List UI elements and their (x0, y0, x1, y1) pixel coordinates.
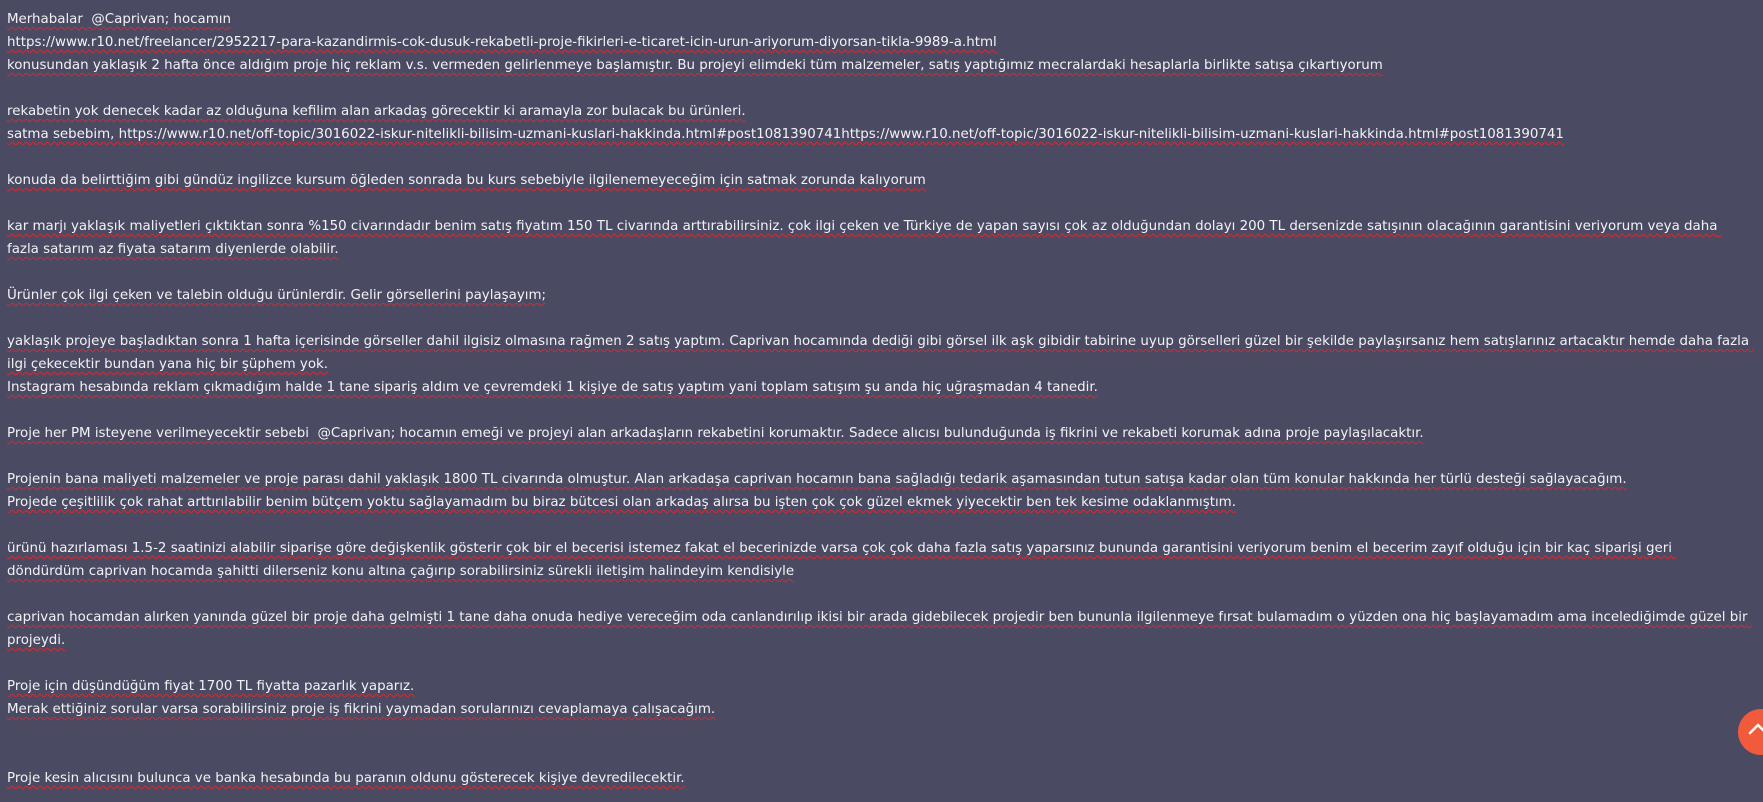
post-text-line: rekabetin yok denecek kadar az olduğuna kefilim alan arkadaş görecektir ki aramayla zor bulacak bu ürünleri. (7, 104, 746, 119)
post-text-line: Projenin bana maliyeti malzemeler ve proje parası dahil yaklaşık 1800 TL civarında olmuştur. Alan arkadaşa caprivan hocamın bana sağladığı tedarik aşamasından tutun satışa kadar olan tüm konular hakkında her türlü desteği sağlayacağım. (7, 472, 1627, 487)
post-text-line: kar marjı yaklaşık maliyetleri çıktıktan sonra %150 civarındadır benim satış fiyatım 150 TL civarında arttırabilirsiniz. çok ilgi çeken ve Türkiye de yapan sayısı çok az olduğundan dolayı 200 TL dersenizde satışının olacağının garantisini veriyorum veya daha fazla satarım az fiyata satarım diyenlerde olabilir. (7, 219, 1722, 257)
post-text-line: satma sebebim, https://www.r10.net/off-topic/3016022-iskur-nitelikli-bilisim-uzmani-kuslari-hakkinda.html#post1081390741https://www.r10.net/off-topic/3016022-iskur-nitelikli-bilisim-uzmani-kuslari-hakkinda.html#post1081390741 (7, 127, 1564, 142)
post-text-line: Proje kesin alıcısını bulunca ve banka hesabında bu paranın oldunu gösterecek kişiye devredilecektir. (7, 771, 685, 786)
blank-line (7, 77, 1752, 100)
post-text-line: Merhabalar @Caprivan; hocamın (7, 12, 231, 27)
blank-line (7, 192, 1752, 215)
blank-line (7, 583, 1752, 606)
blank-line (7, 399, 1752, 422)
blank-line (7, 652, 1752, 675)
post-text-line: https://www.r10.net/freelancer/2952217-para-kazandirmis-cok-dusuk-rekabetli-proje-fikirleri-e-ticaret-icin-urun-ariyorum-diyorsan-tikla-9989-a.html (7, 35, 997, 50)
chevron-up-icon (1747, 722, 1763, 736)
post-text-line: Instagram hesabında reklam çıkmadığım halde 1 tane sipariş aldım ve çevremdeki 1 kişiye de satış yaptım yani toplam satışım şu anda hiç uğraşmadan 4 tanedir. (7, 380, 1098, 395)
post-text-line: konuda da belirttiğim gibi gündüz ingilizce kursum öğleden sonrada bu kurs sebebiyle ilgilenemeyeceğim için satmak zorunda kalıyorum (7, 173, 926, 188)
blank-line (7, 514, 1752, 537)
blank-line (7, 261, 1752, 284)
post-editor[interactable] (7, 8, 1752, 790)
post-text-line: Ürünler çok ilgi çeken ve talebin olduğu ürünlerdir. Gelir görsellerini paylaşayım; (7, 288, 547, 303)
post-text-line: Proje her PM isteyene verilmeyecektir sebebi @Caprivan; hocamın emeği ve projeyi alan arkadaşların rekabetini korumaktır. Sadece alıcısı bulunduğunda iş fikrini ve rekabeti korumak adına proje paylaşılacaktır. (7, 426, 1424, 441)
blank-line (7, 445, 1752, 468)
post-text-line: yaklaşık projeye başladıktan sonra 1 hafta içerisinde görseller dahil ilgisiz olmasına rağmen 2 satış yaptım. Caprivan hocamında dediği gibi görsel ilk aşk gibidir tabirine uyup görselleri güzel bir şekilde paylaşırsanız hem satışlarınız artacaktır hemde daha fazla ilgi çekecektir bundan yana hiç bir şüphem yok. (7, 334, 1754, 372)
post-text-line: ürünü hazırlaması 1.5-2 saatinizi alabilir siparişe göre değişkenlik gösterir çok bir el becerisi istemez fakat el becerinizde varsa çok çok daha fazla satış yaparsınız bununda garantisini veriyorum benim el becerim zayıf olduğu için bir kaç siparişi geri döndürdüm caprivan hocamda şahitti dilerseniz konu altına çağırıp sorabilirsiniz sürekli iletişim halindeyim kendisiyle (7, 541, 1677, 579)
blank-line (7, 721, 1752, 744)
blank-line (7, 146, 1752, 169)
post-text-line: caprivan hocamdan alırken yanında güzel bir proje daha gelmişti 1 tane daha onuda hediye vereceğim oda canlandırılıp ikisi bir arada gidebilecek projedir ben bununla ilgilenmeye fırsat bulamadım o yüzden ona hiç başlayamadım ama incelediğimde güzel bir projeydi. (7, 610, 1752, 648)
post-text-line: Projede çeşitlilik çok rahat arttırılabilir benim bütçem yoktu sağlayamadım bu biraz bütcesi olan arkadaş alırsa bu işten çok çok güzel ekmek yiyecektir ben tek kesime odaklanmıştım. (7, 495, 1236, 510)
blank-line (7, 307, 1752, 330)
blank-line (7, 744, 1752, 767)
post-text-line: konusundan yaklaşık 2 hafta önce aldığım proje hiç reklam v.s. vermeden gelirlenmeye başlamıştır. Bu projeyi elimdeki tüm malzemeler, satış yaptığımız mecralardaki hesaplarla birlikte satışa çıkartıyorum (7, 58, 1383, 73)
post-text-line: Merak ettiğiniz sorular varsa sorabilirsiniz proje iş fikrini yaymadan sorularınızı cevaplamaya çalışacağım. (7, 702, 716, 717)
post-text-line: Proje için düşündüğüm fiyat 1700 TL fiyatta pazarlık yaparız. (7, 679, 415, 694)
